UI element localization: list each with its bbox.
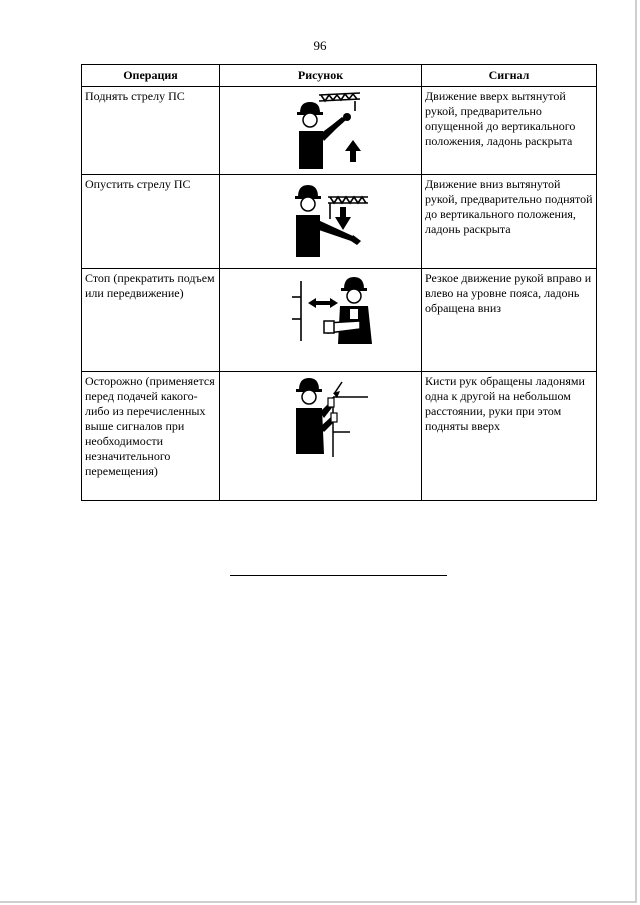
table-header-row	[82, 65, 597, 87]
figure-cell	[220, 87, 422, 175]
figure-cell	[220, 175, 422, 269]
table-row	[82, 87, 597, 175]
footer-divider	[230, 575, 447, 576]
operation-cell: Осторожно (применяется перед подачей какого-либо из перечисленных выше сигналов при необходимости незначительного перемещения)	[82, 372, 220, 501]
worker-arm-extended-arrow-down-icon	[220, 175, 422, 268]
signal-cell: Движение вниз вытянутой рукой, предварительно поднятой до вертикального положения, ладонь раскрыта	[422, 175, 597, 269]
table-row	[82, 175, 597, 269]
figure-cell	[220, 269, 422, 372]
operation-cell: Поднять стрелу ПС	[82, 87, 220, 175]
operation-cell: Стоп (прекратить подъем или передвижение)	[82, 269, 220, 372]
signal-cell: Движение вверх вытянутой рукой, предварительно опущенной до вертикального положения, ладонь раскрыта	[422, 87, 597, 175]
header-signal: Сигнал	[422, 65, 597, 87]
worker-hands-close-together-icon	[220, 372, 422, 500]
page-number: 96	[313, 38, 327, 53]
figure-cell	[220, 372, 422, 501]
signal-cell: Кисти рук обращены ладонями одна к другой на небольшом расстоянии, руки при этом подняты вверх	[422, 372, 597, 501]
worker-arm-raised-arrow-up-icon	[220, 87, 422, 174]
operation-cell: Опустить стрелу ПС	[82, 175, 220, 269]
header-figure: Рисунок	[220, 65, 422, 87]
table-row	[82, 269, 597, 372]
worker-hand-at-waist-arrow-horizontal-icon	[220, 269, 422, 371]
signal-cell: Резкое движение рукой вправо и влево на уровне пояса, ладонь обращена вниз	[422, 269, 597, 372]
header-operation: Операция	[82, 65, 220, 87]
signals-table	[81, 64, 597, 501]
table-row	[82, 372, 597, 501]
